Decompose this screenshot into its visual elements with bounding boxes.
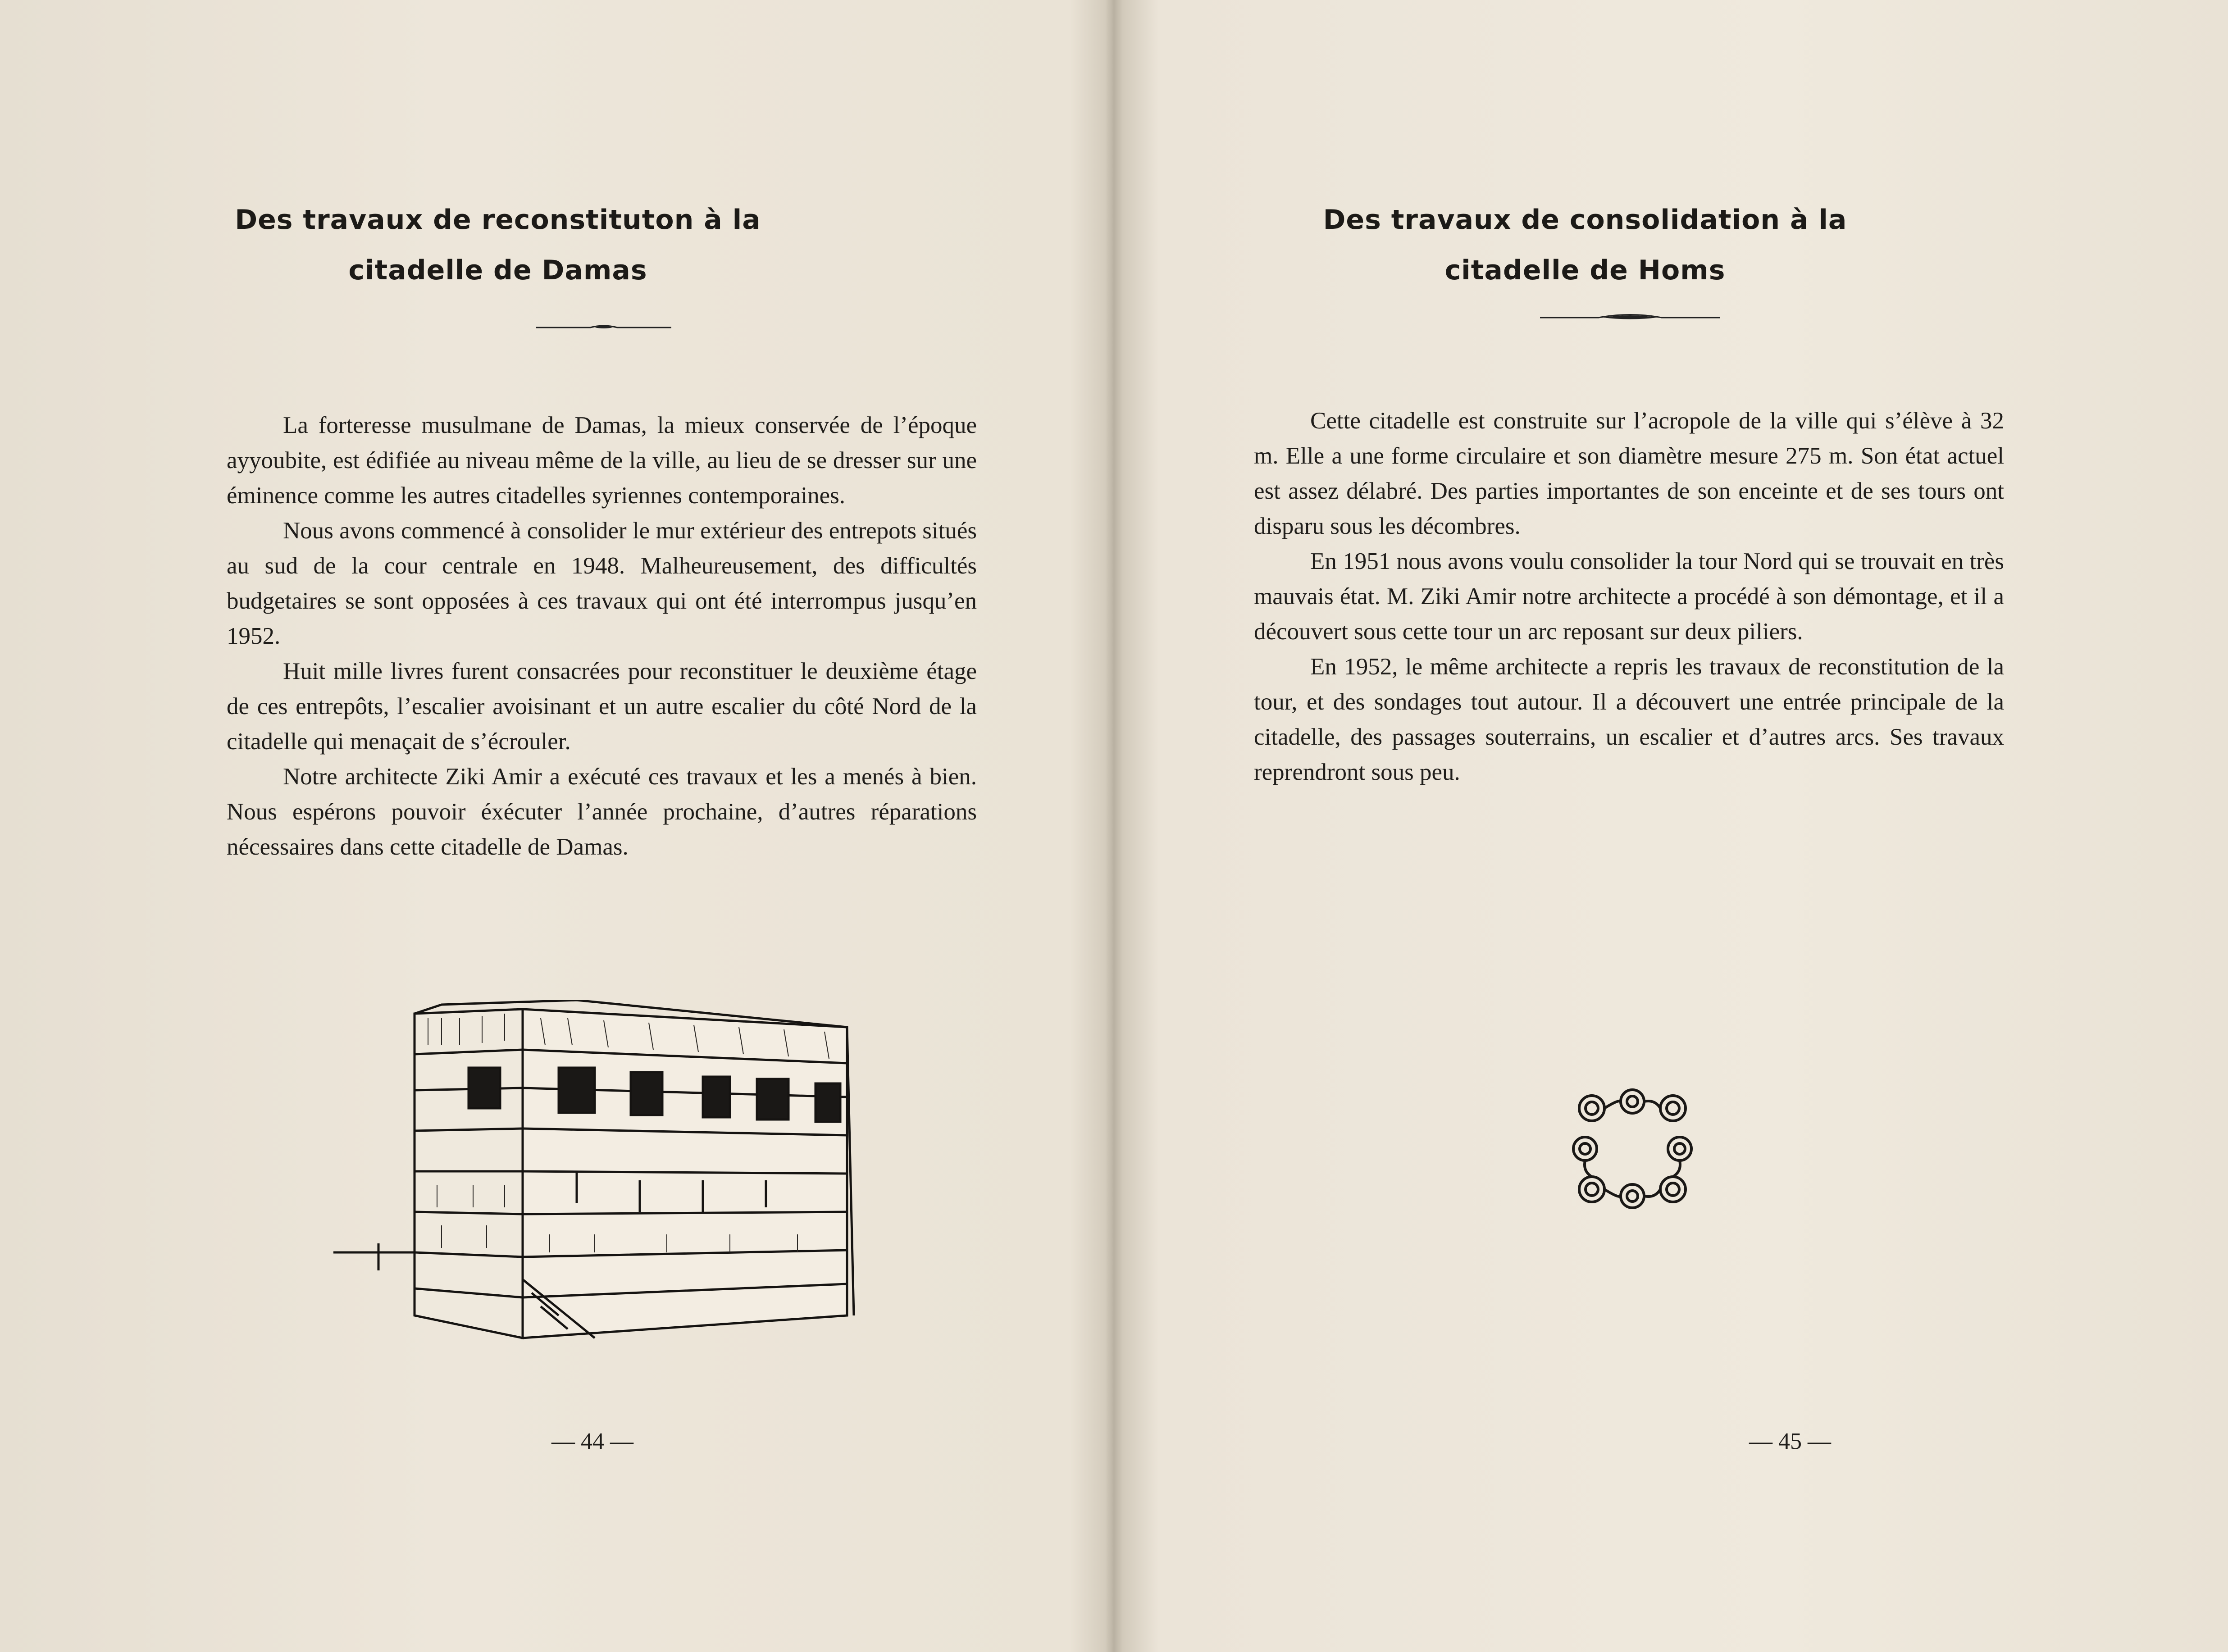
title-rule-ornament [536,322,671,333]
right-page-body [1254,403,2004,790]
left-page-title [216,195,779,296]
paragraph-2: Nous avons commencé à consolider le mur extérieur des entrepots situés au sud de la cour centrale en 1948. Malheureusement, des difficultés budgetaires se sont opposées à ces travaux qui ont été interrompus jusqu’en 1952. [227,518,977,649]
left-page-number: — 44 — [551,1429,633,1454]
paragraph-4: Notre architecte Ziki Amir a exécuté ces travaux et les a menés à bien. Nous espérons pouvoir éxécuter l’année prochaine, d’autres réparations nécessaires dans cette citadelle de Damas. [227,764,977,860]
left-page-body [227,408,977,865]
left-title-line-2: citadelle de Damas [348,255,647,286]
right-page-title [1303,195,1867,296]
paragraph-3: En 1952, le même architecte a repris les travaux de reconstitution de la tour, et des sondages tout autour. Il a découvert une entrée principale de la citadelle, des passages souterrains, un escalier et d’autres arcs. Ses travaux reprendront sous peu. [1254,654,2004,785]
right-page-number: — 45 — [1749,1429,1831,1454]
paragraph-1: Cette citadelle est construite sur l’acropole de la ville qui s’élève à 32 m. Elle a une forme circulaire et son diamètre mesure 275 m. Son état actuel est assez délabré. Des parties importantes de son enceinte et de ses tours ont disparu sous les décombres. [1254,408,2004,539]
paragraph-1: La forteresse musulmane de Damas, la mieux conservée de l’époque ayyoubite, est édifiée au niveau même de la ville, au lieu de se dresser sur une éminence comme les autres citadelles syriennes contemporaines. [227,412,977,509]
paragraph-2: En 1951 nous avons voulu consolider la tour Nord qui se trouvait en très mauvais état. M. Ziki Amir notre architecte a procédé à son démontage, et il a découvert sous cette tour un arc reposant sur deux piliers. [1254,548,2004,645]
title-rule-ornament [1540,311,1720,324]
rose-flourish-ornament [1565,1081,1700,1216]
right-page [1114,0,2228,1652]
left-title-line-1: Des travaux de reconstituton à la [235,204,761,236]
paragraph-3: Huit mille livres furent consacrées pour reconstituer le deuxième étage de ces entrepôts, l’escalier avoisinant et un autre escalier du côté Nord de la citadelle qui menaçait de s’écrouler. [227,658,977,755]
citadel-tower-drawing [324,1000,856,1352]
right-title-line-1: Des travaux de consolidation à la [1323,204,1847,236]
right-title-line-2: citadelle de Homs [1444,255,1726,286]
